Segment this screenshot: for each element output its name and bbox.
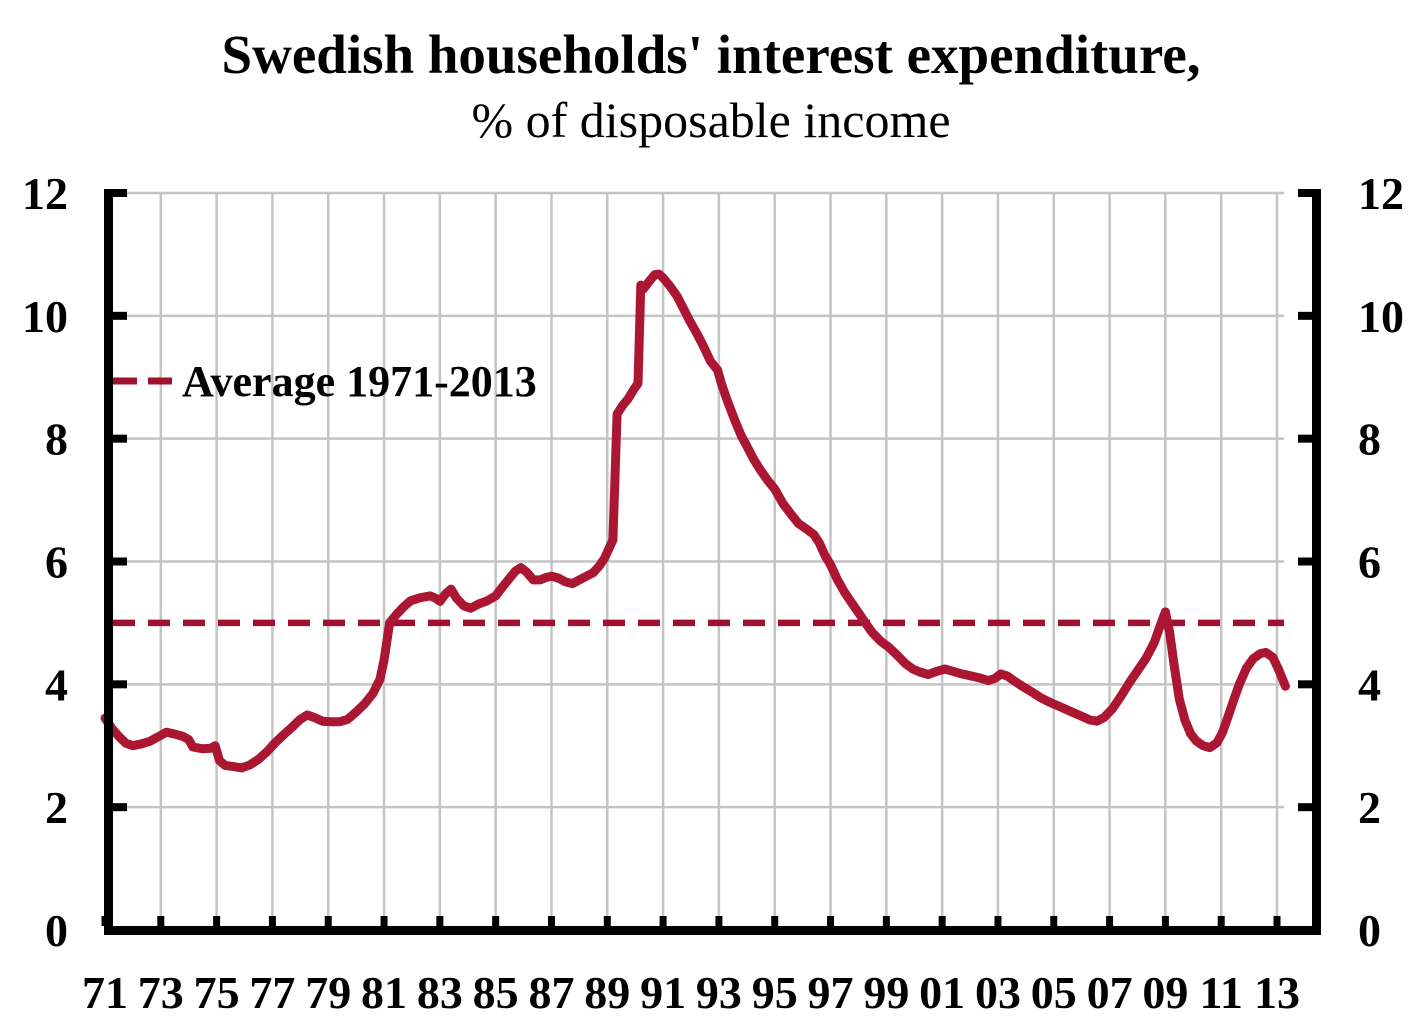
x-tick-label: 89 — [584, 967, 631, 1018]
legend-label: Average 1971-2013 — [182, 357, 537, 406]
x-tick — [492, 916, 499, 926]
x-tick-label: 01 — [919, 967, 966, 1018]
legend — [113, 357, 537, 406]
right-y-tick — [1298, 312, 1312, 320]
x-tick-label: 85 — [472, 967, 519, 1018]
x-tick-label: 81 — [361, 967, 408, 1018]
x-tick — [883, 916, 890, 926]
x-tick-label: 71 — [82, 967, 128, 1018]
right-y-tick-label: 6 — [1358, 536, 1381, 588]
x-tick — [660, 916, 667, 926]
x-tick — [1274, 916, 1281, 926]
gridlines — [113, 193, 1284, 926]
left-y-tick — [113, 557, 127, 565]
x-tick — [827, 916, 834, 926]
x-tick — [213, 916, 220, 926]
right-y-tick — [1298, 680, 1312, 688]
left-y-tick — [113, 803, 127, 811]
x-tick — [102, 916, 109, 926]
chart-subtitle: % of disposable income — [471, 92, 951, 148]
right-y-tick-label: 8 — [1358, 413, 1381, 465]
right-y-tick — [1298, 435, 1312, 443]
right-y-tick — [1298, 557, 1312, 565]
left-y-tick-label: 0 — [45, 905, 68, 956]
left-y-tick-label: 2 — [45, 782, 68, 834]
x-tick — [269, 916, 276, 926]
x-tick — [1050, 916, 1057, 926]
x-tick — [604, 916, 611, 926]
left-y-tick — [113, 435, 127, 443]
x-tick — [1162, 916, 1169, 926]
x-tick-label: 73 — [137, 967, 184, 1018]
x-tick-label: 87 — [528, 967, 575, 1018]
left-y-tick-label: 12 — [22, 167, 68, 219]
x-tick-label: 97 — [807, 967, 854, 1018]
left-y-tick-label: 10 — [22, 290, 68, 342]
left-y-tick — [113, 926, 127, 934]
x-tick — [994, 916, 1001, 926]
right-y-tick-label: 0 — [1358, 905, 1381, 956]
x-tick — [1106, 916, 1113, 926]
x-tick-label: 07 — [1086, 967, 1133, 1018]
x-tick-label: 75 — [193, 967, 240, 1018]
x-tick-label: 13 — [1254, 967, 1301, 1018]
chart-title: Swedish households' interest expenditure, — [221, 24, 1201, 85]
left-y-tick-label: 8 — [45, 413, 68, 465]
right-y-tick — [1298, 926, 1312, 934]
left-y-tick — [113, 680, 127, 688]
right-y-tick-label: 12 — [1358, 167, 1404, 219]
x-tick — [715, 916, 722, 926]
x-tick — [381, 916, 388, 926]
x-tick — [1218, 916, 1225, 926]
right-axis — [1312, 189, 1321, 935]
x-tick — [548, 916, 555, 926]
right-y-tick-label: 10 — [1358, 290, 1404, 342]
x-tick-label: 95 — [751, 967, 798, 1018]
right-y-tick — [1298, 803, 1312, 811]
x-tick-label: 99 — [863, 967, 910, 1018]
x-tick-label: 11 — [1199, 967, 1243, 1018]
left-y-tick-label: 4 — [45, 659, 68, 711]
left-y-tick-label: 6 — [45, 536, 68, 588]
x-tick-label: 09 — [1142, 967, 1189, 1018]
left-y-tick — [113, 312, 127, 320]
x-tick — [436, 916, 443, 926]
x-tick-label: 83 — [416, 967, 463, 1018]
x-tick-label: 05 — [1030, 967, 1077, 1018]
x-tick-label: 79 — [305, 967, 352, 1018]
axis-tick-labels — [22, 168, 1404, 1018]
x-tick — [771, 916, 778, 926]
x-tick-label: 77 — [249, 967, 296, 1018]
x-tick — [325, 916, 332, 926]
right-y-tick-label: 4 — [1358, 659, 1381, 711]
x-tick — [157, 916, 164, 926]
x-tick — [939, 916, 946, 926]
right-y-tick — [1298, 189, 1312, 197]
x-tick-label: 03 — [974, 967, 1021, 1018]
left-y-tick — [113, 189, 127, 197]
bottom-axis — [104, 926, 1321, 935]
right-y-tick-label: 2 — [1358, 782, 1381, 834]
x-tick-label: 93 — [695, 967, 742, 1018]
x-tick-label: 91 — [640, 967, 687, 1018]
left-axis — [104, 189, 113, 935]
